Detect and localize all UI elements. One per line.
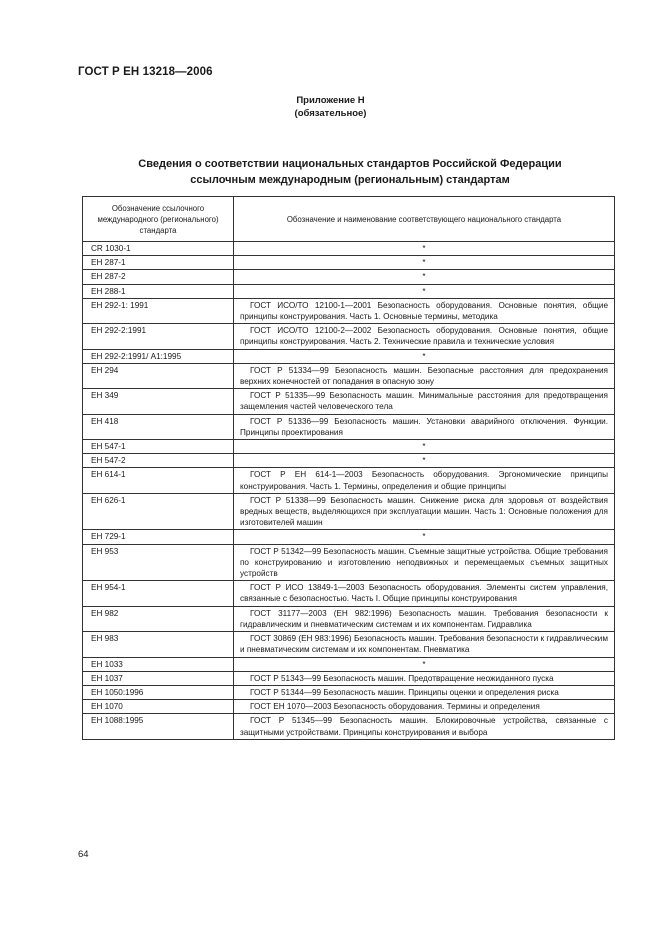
reference-standard-cell: ЕН 547-1 <box>83 440 234 454</box>
national-standard-cell: ГОСТ Р ИСО 13849-1—2003 Безопасность оборудования. Элементы систем управления, связанные с безопасностью. Часть I. Общие принципы конструирования <box>234 581 615 606</box>
national-standard-cell: ГОСТ ИСО/ТО 12100-1—2001 Безопасность оборудования. Основные понятия, общие принципы конструирования. Часть 1. Основные термины, методика <box>234 298 615 323</box>
table-body <box>83 242 615 740</box>
reference-standard-cell: ЕН 287-1 <box>83 256 234 270</box>
national-standard-cell: * <box>234 454 615 468</box>
national-standard-cell: * <box>234 270 615 284</box>
table-row <box>83 349 615 363</box>
annex-subtitle: (обязательное) <box>294 108 367 119</box>
reference-standard-cell: ЕН 547-2 <box>83 454 234 468</box>
reference-standard-cell: ЕН 292-2:1991 <box>83 324 234 349</box>
table-row <box>83 389 615 414</box>
reference-standard-cell: ЕН 292-1: 1991 <box>83 298 234 323</box>
reference-standard-cell: ЕН 953 <box>83 544 234 581</box>
col-header-reference: Обозначение ссылочного международного (регионального) стандарта <box>83 197 234 242</box>
national-standard-cell: ГОСТ 30869 (ЕН 983:1996) Безопасность машин. Требования безопасности к гидравлическим и пневматическим системам и их компонентам. Пневматика <box>234 632 615 657</box>
reference-standard-cell: ЕН 1050:1996 <box>83 685 234 699</box>
reference-standard-cell: ЕН 1033 <box>83 657 234 671</box>
table-row <box>83 363 615 388</box>
document-code: ГОСТ Р ЕН 13218—2006 <box>78 66 213 78</box>
national-standard-cell: * <box>234 349 615 363</box>
section-title-line1: Сведения о соответствии национальных стандартов Российской Федерации <box>138 158 562 170</box>
table-row <box>83 700 615 714</box>
national-standard-cell: ГОСТ Р 51336—99 Безопасность машин. Установки аварийного отключения. Функции. Принципы проектирования <box>234 414 615 439</box>
table-row <box>83 714 615 739</box>
table-row <box>83 657 615 671</box>
reference-standard-cell: ЕН 614-1 <box>83 468 234 493</box>
table-header-row <box>83 197 615 242</box>
table-row <box>83 242 615 256</box>
table-row <box>83 324 615 349</box>
table-row <box>83 454 615 468</box>
national-standard-cell: ГОСТ Р 51344—99 Безопасность машин. Принципы оценки и определения риска <box>234 685 615 699</box>
table-row <box>83 284 615 298</box>
reference-standard-cell: ЕН 292-2:1991/ А1:1995 <box>83 349 234 363</box>
table-row <box>83 440 615 454</box>
table-row <box>83 414 615 439</box>
table-row <box>83 581 615 606</box>
reference-standard-cell: ЕН 1070 <box>83 700 234 714</box>
national-standard-cell: ГОСТ Р ЕН 614-1—2003 Безопасность оборудования. Эргономические принципы конструирования. Часть 1. Термины, определения и общие принципы <box>234 468 615 493</box>
reference-standard-cell: ЕН 729-1 <box>83 530 234 544</box>
national-standard-cell: * <box>234 242 615 256</box>
reference-standard-cell: ЕН 287-2 <box>83 270 234 284</box>
table-row <box>83 671 615 685</box>
table-row <box>83 544 615 581</box>
reference-standard-cell: ЕН 982 <box>83 606 234 631</box>
reference-standard-cell: ЕН 954-1 <box>83 581 234 606</box>
table-row <box>83 256 615 270</box>
reference-standard-cell: ЕН 418 <box>83 414 234 439</box>
national-standard-cell: ГОСТ Р 51345—99 Безопасность машин. Блокировочные устройства, связанные с защитными устройствами. Принципы конструирования и выбора <box>234 714 615 739</box>
national-standard-cell: ГОСТ 31177—2003 (ЕН 982:1996) Безопасность машин. Требования безопасности к гидравлическим и пневматическим системам и их компонентам. Гидравлика <box>234 606 615 631</box>
table-row <box>83 632 615 657</box>
table-row <box>83 468 615 493</box>
reference-standard-cell: ЕН 983 <box>83 632 234 657</box>
national-standard-cell: ГОСТ Р 51334—99 Безопасность машин. Безопасные расстояния для предохранения верхних конечностей от попадания в опасную зону <box>234 363 615 388</box>
table-row <box>83 606 615 631</box>
col-header-national: Обозначение и наименование соответствующего национального стандарта <box>234 197 615 242</box>
table-row <box>83 298 615 323</box>
national-standard-cell: * <box>234 284 615 298</box>
reference-standard-cell: ЕН 1037 <box>83 671 234 685</box>
table-row <box>83 530 615 544</box>
national-standard-cell: ГОСТ Р 51338—99 Безопасность машин. Снижение риска для здоровья от воздействия вредных веществ, выделяющихся при эксплуатации машин. Часть 1: Основные положения для изготовителей машин <box>234 493 615 530</box>
national-standard-cell: ГОСТ Р 51335—99 Безопасность машин. Минимальные расстояния для предотвращения защемления частей человеческого тела <box>234 389 615 414</box>
reference-standard-cell: ЕН 626-1 <box>83 493 234 530</box>
reference-standard-cell: ЕН 294 <box>83 363 234 388</box>
national-standard-cell: ГОСТ ИСО/ТО 12100-2—2002 Безопасность оборудования. Основные понятия, общие принципы конструирования. Часть 2. Технические правила и технические условия <box>234 324 615 349</box>
table-row <box>83 685 615 699</box>
table-row <box>83 270 615 284</box>
national-standard-cell: ГОСТ ЕН 1070—2003 Безопасность оборудования. Термины и определения <box>234 700 615 714</box>
annex-title: Приложение Н <box>296 95 365 106</box>
correspondence-table <box>82 196 615 740</box>
reference-standard-cell: CR 1030-1 <box>83 242 234 256</box>
reference-standard-cell: ЕН 1088:1995 <box>83 714 234 739</box>
page-number: 64 <box>78 849 89 860</box>
national-standard-cell: ГОСТ Р 51342—99 Безопасность машин. Съемные защитные устройства. Общие требования по конструированию и изготовлению неподвижных и перемещаемых съемных защитных устройств <box>234 544 615 581</box>
national-standard-cell: ГОСТ Р 51343—99 Безопасность машин. Предотвращение неожиданного пуска <box>234 671 615 685</box>
national-standard-cell: * <box>234 256 615 270</box>
national-standard-cell: * <box>234 657 615 671</box>
reference-standard-cell: ЕН 288-1 <box>83 284 234 298</box>
table-row <box>83 493 615 530</box>
section-title-line2: ссылочным международным (региональным) стандартам <box>190 174 510 186</box>
national-standard-cell: * <box>234 440 615 454</box>
national-standard-cell: * <box>234 530 615 544</box>
reference-standard-cell: ЕН 349 <box>83 389 234 414</box>
